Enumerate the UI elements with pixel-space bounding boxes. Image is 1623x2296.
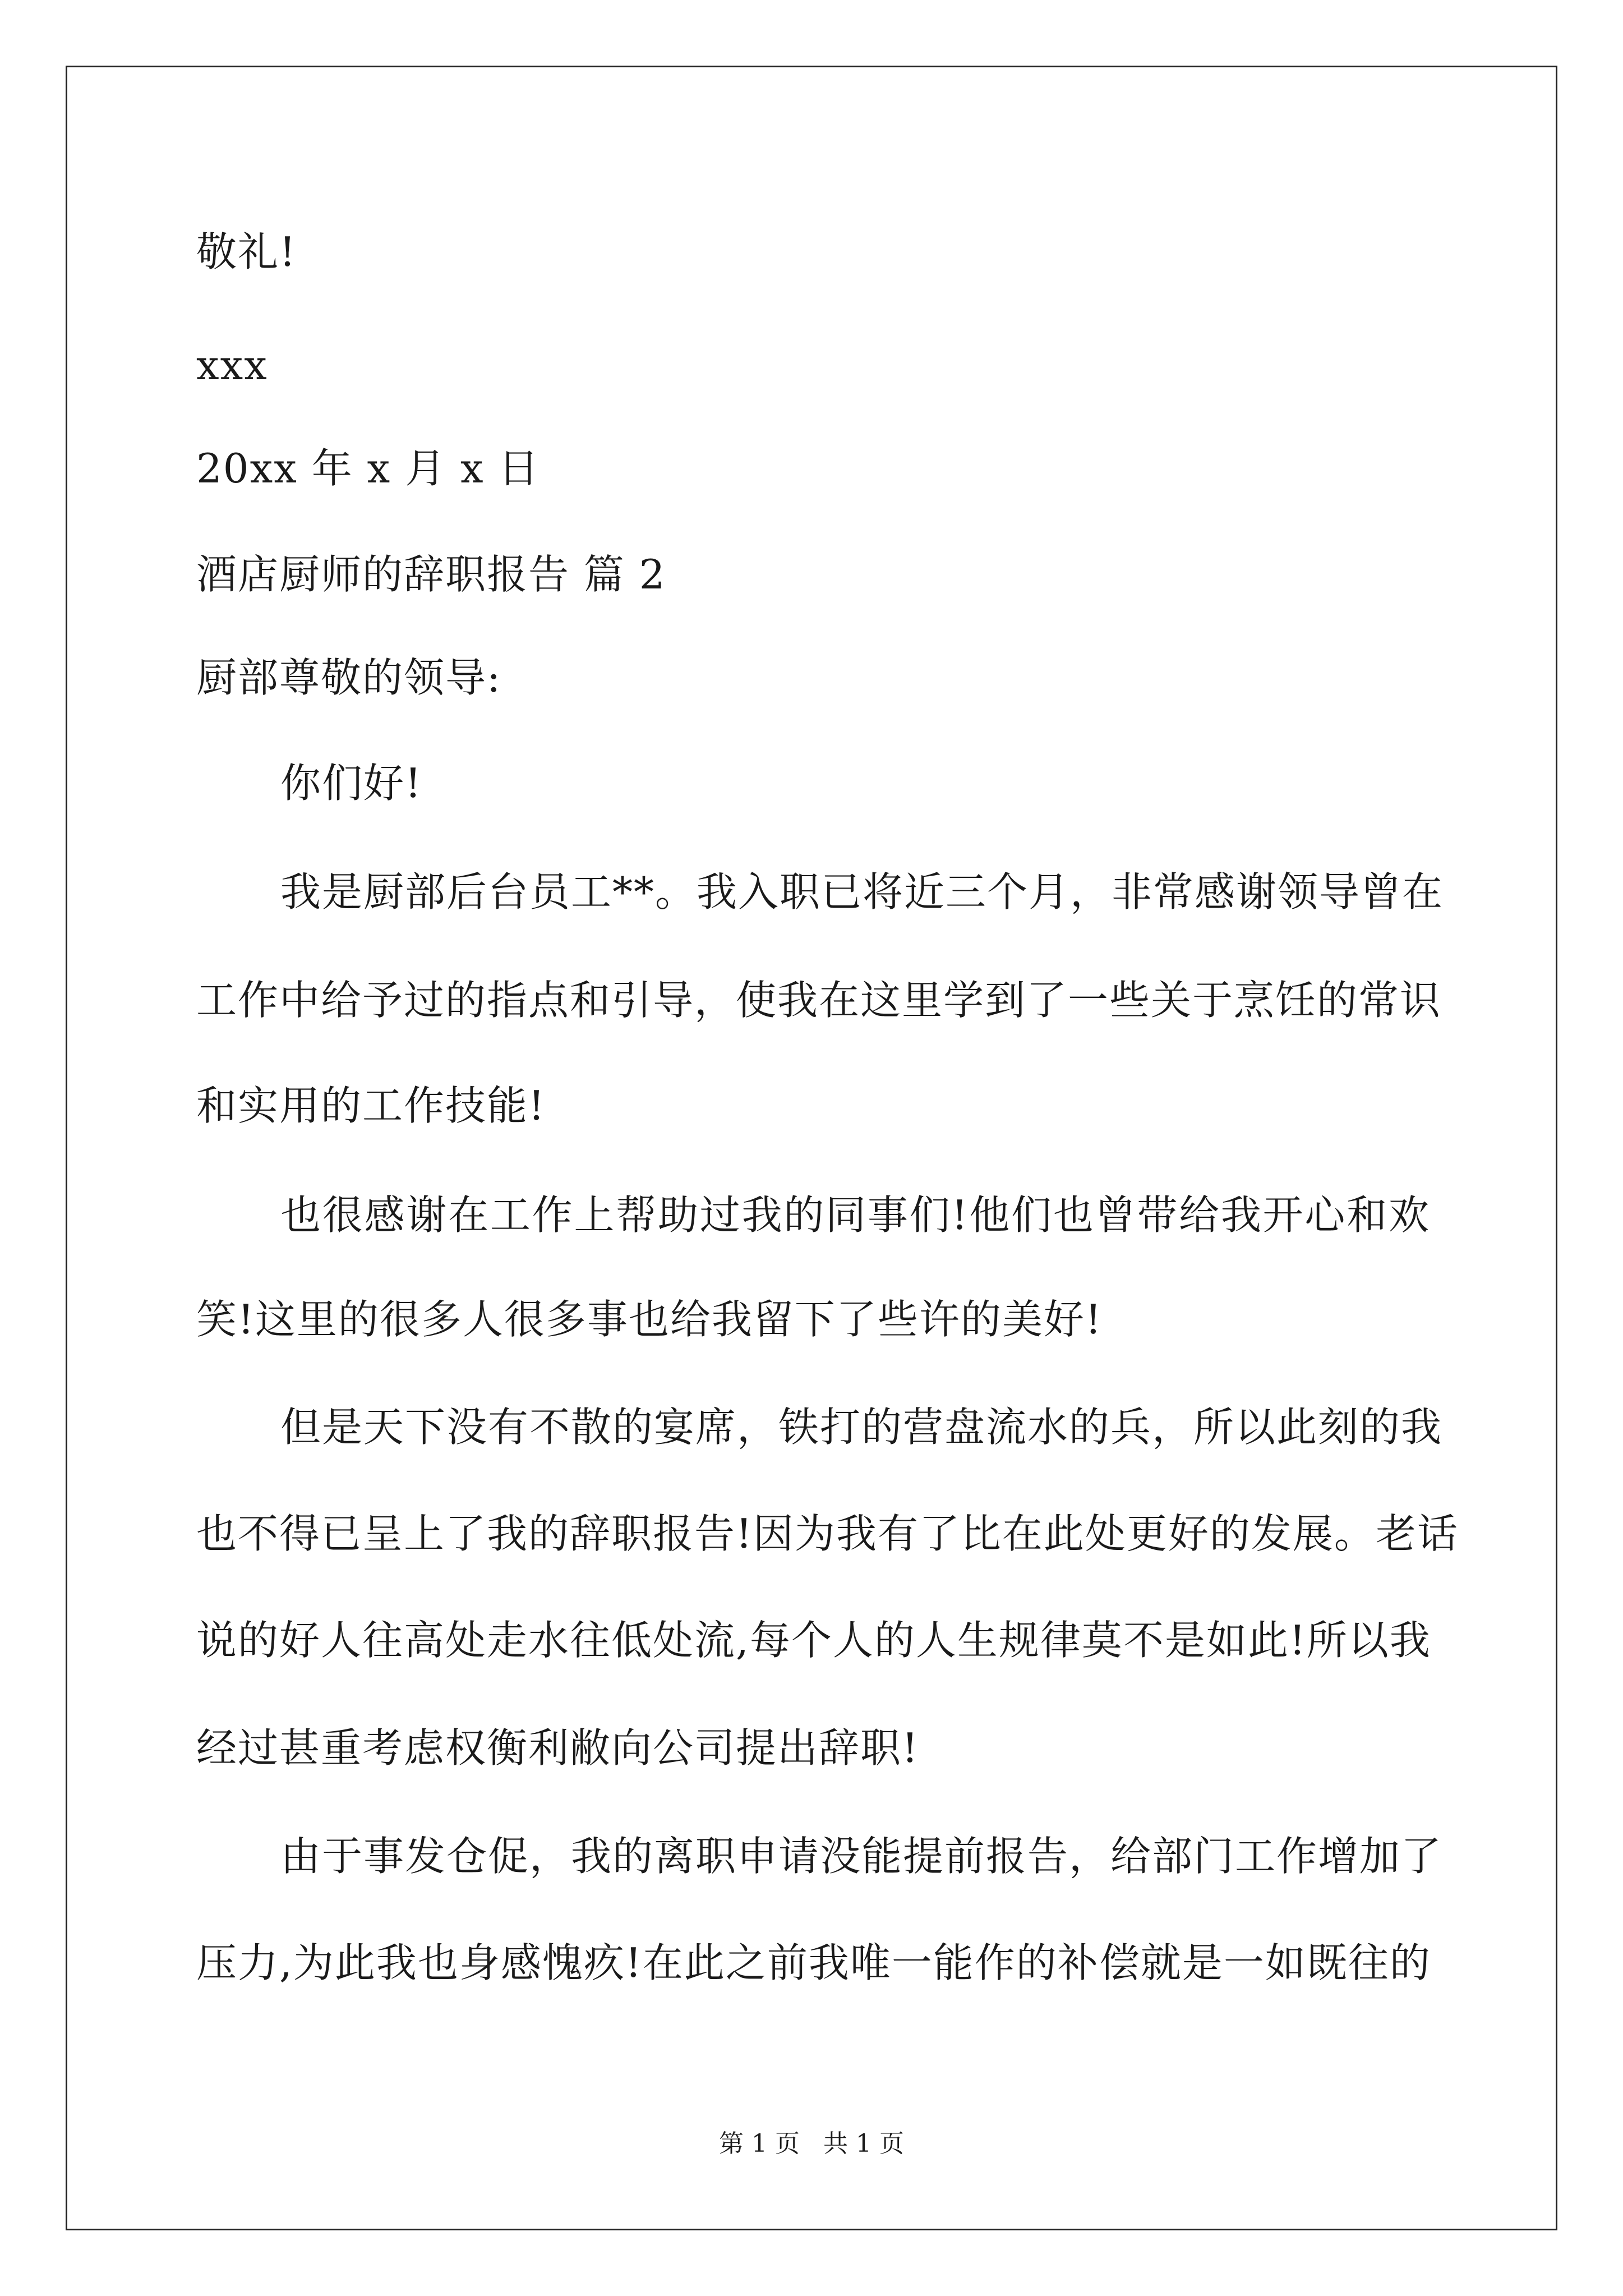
closing-salutation: 敬礼! [196,228,297,275]
paragraph-line: 压力,为此我也身感愧疚!在此之前我唯一能作的补偿就是一如既往的 [196,1939,1431,1986]
paragraph-line: 我是厨部后台员工**。我入职已将近三个月，非常感谢领导曾在 [280,868,1444,915]
paragraph-line: 由于事发仓促，我的离职申请没能提前报告，给部门工作增加了 [280,1833,1443,1880]
paragraph-line: 工作中给予过的指点和引导，使我在这里学到了一些关于烹饪的常识 [196,977,1442,1024]
paragraph-line: 但是天下没有不散的宴席，铁打的营盘流水的兵，所以此刻的我 [280,1404,1443,1451]
page-footer: 第 1 页 共 1 页 [719,2129,904,2158]
signature-name: xxx [196,342,268,389]
paragraph-line: 笑!这里的很多人很多事也给我留下了些许的美好! [196,1296,1103,1343]
page-border [66,66,1557,2230]
paragraph-line: 也很感谢在工作上帮助过我的同事们!他们也曾带给我开心和欢 [280,1191,1430,1239]
paragraph-line: 说的好人往高处走水往低处流,每个人的人生规律莫不是如此!所以我 [196,1617,1431,1664]
paragraph-line: 和实用的工作技能! [196,1082,546,1129]
section-heading: 酒店厨师的辞职报告 篇 2 [196,551,666,598]
paragraph-line: 也不得已呈上了我的辞职报告!因为我有了比在此处更好的发展。老话 [196,1510,1459,1557]
signature-date: 20xx 年 x 月 x 日 [196,445,540,492]
opening-line: 你们好! [280,760,422,807]
paragraph-line: 经过甚重考虑权衡利敝向公司提出辞职! [196,1724,919,1772]
greeting-line: 厨部尊敬的领导: [196,654,502,701]
